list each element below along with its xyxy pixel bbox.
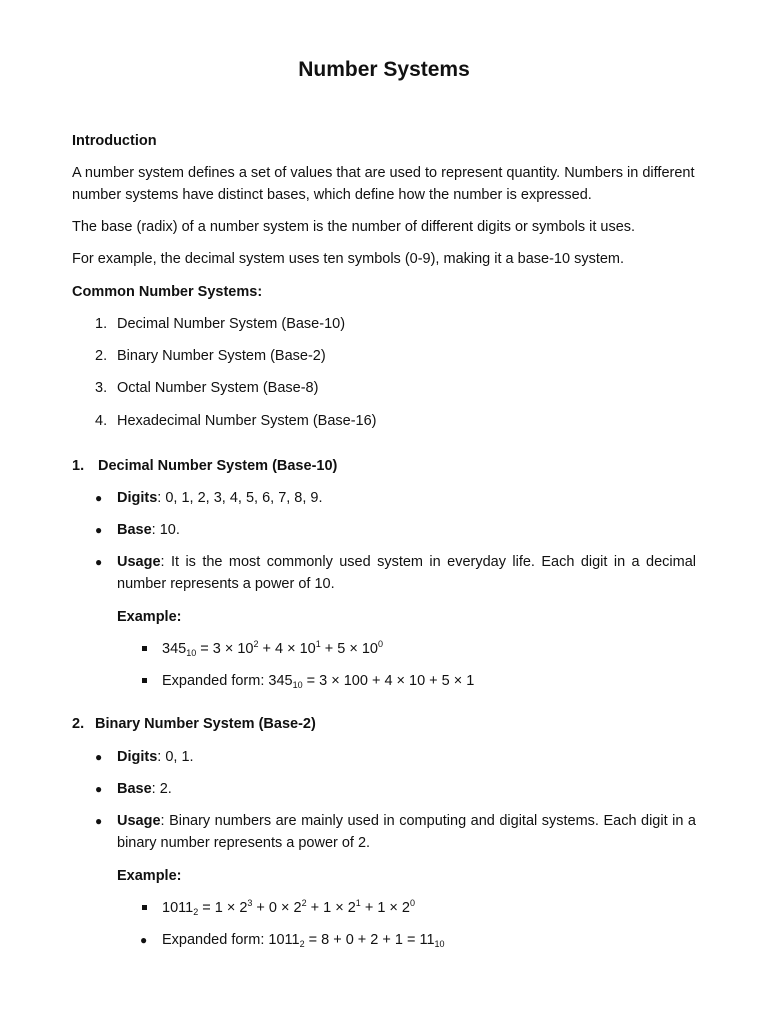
intro-paragraph-1: A number system defines a set of values that are used to represent quantity. Numbers in different number systems have distinct bases, which define how the number is expressed. xyxy=(72,165,695,203)
square-bullet-icon xyxy=(142,646,147,651)
list-number: 4. xyxy=(95,413,108,429)
bullet-icon: ● xyxy=(95,814,103,828)
intro-paragraph-3: For example, the decimal system uses ten symbols (0-9), making it a base-10 system. xyxy=(72,251,625,267)
square-bullet-icon xyxy=(142,678,147,683)
bullet-icon: ● xyxy=(95,750,103,764)
decimal-section-heading: Decimal Number System (Base-10) xyxy=(98,458,338,474)
list-item: Hexadecimal Number System (Base-16) xyxy=(117,413,377,429)
bullet-icon: ● xyxy=(95,782,103,796)
list-item: Decimal Number System (Base-10) xyxy=(117,316,346,332)
common-systems-heading: Common Number Systems: xyxy=(72,284,263,300)
binary-usage: Usage: Binary numbers are mainly used in computing and digital systems. Each digit in a binary number represents a power of 2. xyxy=(117,813,696,851)
decimal-example-formula: $345_{10} = 3 \times 10^2 + 4 \times 10^1 + 5 \times 10^0$ xyxy=(162,639,384,658)
page-title: Number Systems xyxy=(298,58,470,81)
bullet-icon: ● xyxy=(140,933,148,947)
bullet-icon: ● xyxy=(95,523,103,537)
binary-example-label: Example: xyxy=(117,868,182,884)
decimal-base: Base: 10. xyxy=(117,522,180,538)
bullet-icon: ● xyxy=(95,491,103,505)
bullet-icon: ● xyxy=(95,555,103,569)
list-number: 3. xyxy=(95,380,108,396)
decimal-example-label: Example: xyxy=(117,609,182,625)
binary-example-formula: $1011_2 = 1 \times 2^3 + 0 \times 2^2 + 1 \times 2^1 + 1 \times 2^0$ xyxy=(162,898,416,917)
binary-expanded-form: Expanded form: $1011_2 = 8 + 0 + 2 + 1 = 11_{10}$ xyxy=(162,932,445,949)
binary-base: Base: 2. xyxy=(117,781,172,797)
section-number: 2. xyxy=(72,716,85,732)
intro-paragraph-2: The base (radix) of a number system is the number of different digits or symbols it uses. xyxy=(72,219,636,235)
section-number: 1. xyxy=(72,458,85,474)
intro-heading: Introduction xyxy=(72,133,157,149)
decimal-expanded-form: Expanded form: $345_{10} = 3 \times 100 + 4 \times 10 + 5 \times 1$ xyxy=(162,673,475,690)
list-item: Binary Number System (Base-2) xyxy=(117,348,326,364)
square-bullet-icon xyxy=(142,905,147,910)
list-number: 2. xyxy=(95,348,108,364)
list-item: Octal Number System (Base-8) xyxy=(117,380,319,396)
binary-section-heading: Binary Number System (Base-2) xyxy=(95,716,316,732)
decimal-digits: Digits: 0, 1, 2, 3, 4, 5, 6, 7, 8, 9. xyxy=(117,490,323,506)
list-number: 1. xyxy=(95,316,108,332)
binary-digits: Digits: 0, 1. xyxy=(117,749,194,765)
decimal-usage: Usage: It is the most commonly used system in everyday life. Each digit in a decimal number represents a power of 10. xyxy=(117,554,696,592)
